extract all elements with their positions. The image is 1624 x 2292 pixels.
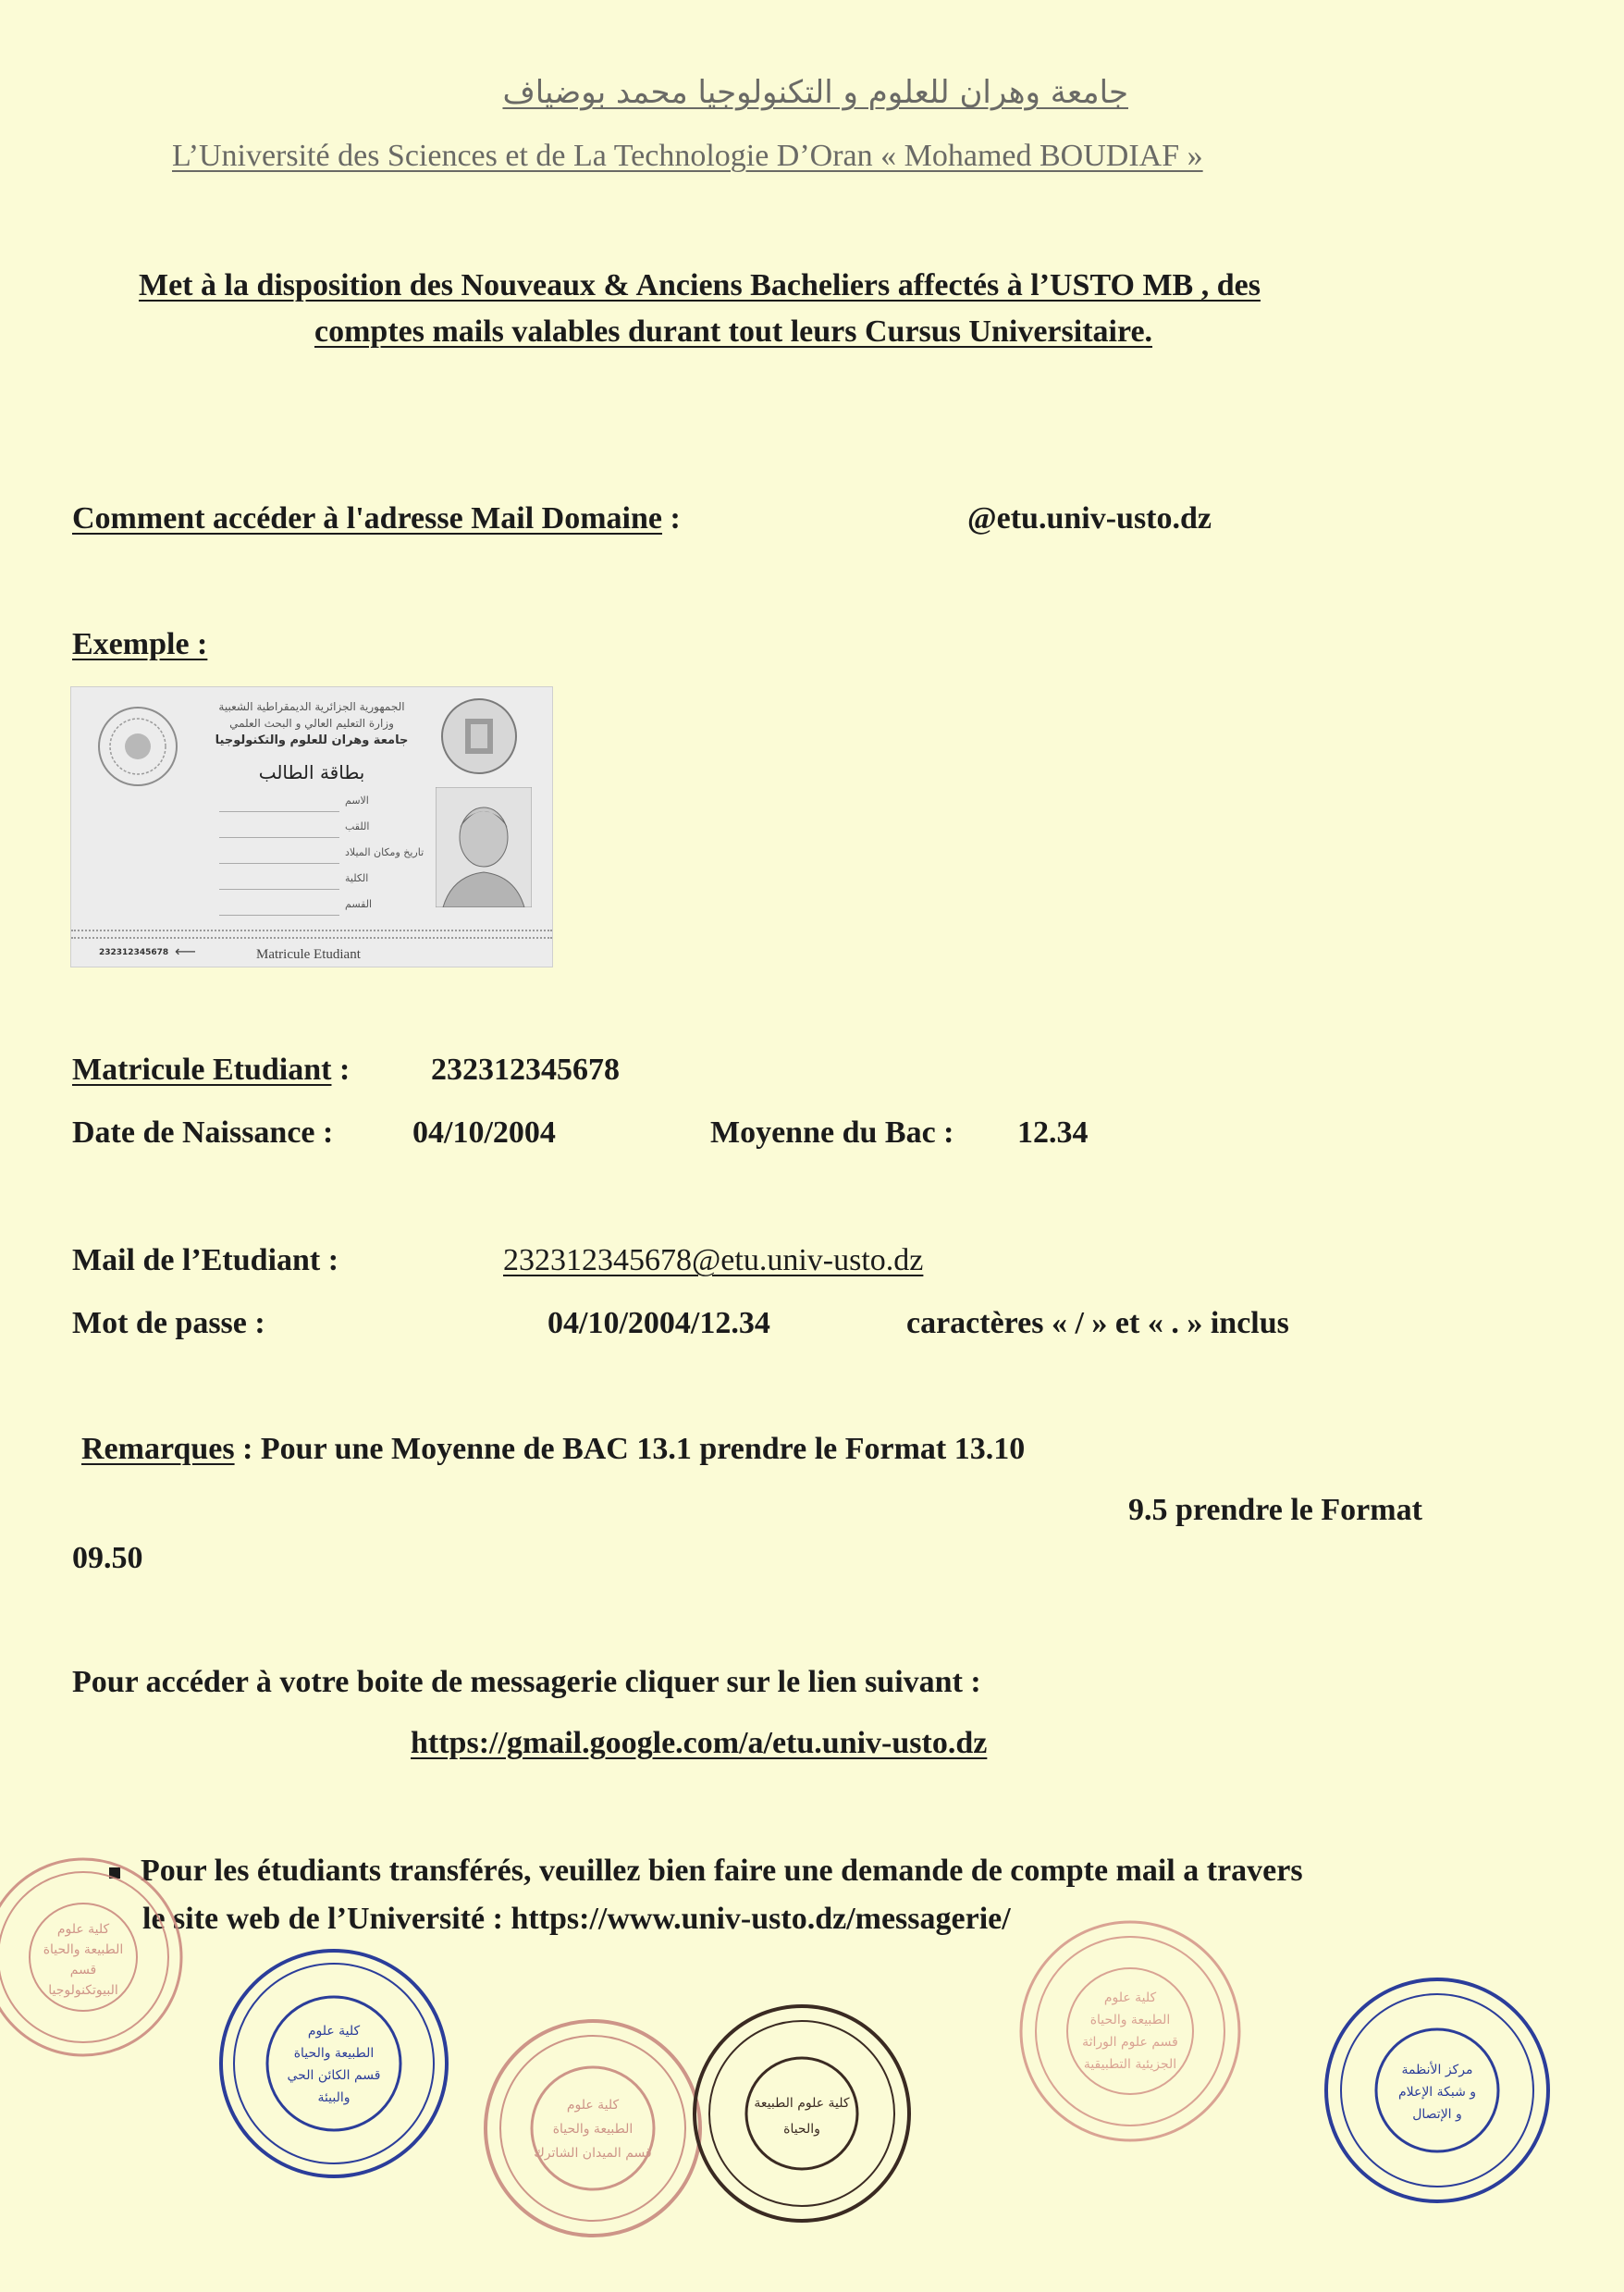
svg-text:الطبيعة والحياة: الطبيعة والحياة [43, 1942, 124, 1957]
svg-text:كلية علوم: كلية علوم [566, 2098, 620, 2113]
arabic-university-title: جامعة وهران للعلوم و التكنولوجيا محمد بوضياف [502, 74, 1128, 111]
card-header-arabic-3: جامعة وهران للعلوم والتكنولوجيا [215, 733, 409, 747]
student-mail-label: Mail de l’Etudiant : [72, 1243, 339, 1277]
card-field-label-5: القسم [345, 898, 373, 910]
mail-domain: @etu.univ-usto.dz [967, 501, 1212, 536]
remarks-label: Remarques [81, 1432, 235, 1466]
intro-line-2: comptes mails valables durant tout leurs Cursus Universitaire. [314, 314, 1153, 349]
stamp-brown-center [686, 1998, 917, 2229]
transfer-note-line-1: Pour les étudiants transférés, veuillez bien faire une demande de compte mail a travers [109, 1854, 1303, 1889]
svg-text:كلية علوم: كلية علوم [56, 1922, 110, 1937]
student-mail-value: 232312345678@etu.univ-usto.dz [503, 1243, 924, 1277]
password-note: caractères « / » et « . » inclus [906, 1306, 1289, 1340]
access-label: Comment accéder à l'adresse Mail Domaine [72, 501, 662, 536]
card-title: بطاقة الطالب [258, 761, 365, 783]
stamp-red-right [1010, 1911, 1250, 2151]
card-field-label-2: اللقب [345, 820, 370, 832]
remarks-line-1: Remarques : Pour une Moyenne de BAC 13.1 prendre le Format 13.10 [81, 1432, 1026, 1466]
svg-text:الطبيعة والحياة: الطبيعة والحياة [293, 2046, 375, 2061]
svg-text:قسم: قسم [69, 1963, 97, 1978]
svg-text:الطبيعة والحياة: الطبيعة والحياة [552, 2122, 634, 2137]
student-photo [436, 787, 532, 907]
usto-logo-icon [437, 695, 521, 778]
svg-text:قسم علوم الوراثة: قسم علوم الوراثة [1082, 2035, 1178, 2050]
birth-date-label: Date de Naissance : [72, 1115, 334, 1150]
svg-text:كلية علوم: كلية علوم [1103, 1990, 1157, 2005]
stamp-red-center [477, 2013, 708, 2244]
remarks-line-2: 9.5 prendre le Format [1128, 1493, 1422, 1527]
example-label: Exemple : [72, 627, 208, 661]
card-matricule-number: 232312345678 [99, 948, 169, 957]
svg-text:والبيئة: والبيئة [317, 2090, 351, 2105]
card-header-arabic-1: الجمهورية الجزائرية الديمقراطية الشعبية [218, 700, 405, 713]
gmail-link[interactable]: https://gmail.google.com/a/etu.univ-usto.dz [411, 1726, 988, 1760]
remarks-line-3: 09.50 [72, 1541, 143, 1575]
arrow-left-icon: ⟵ [175, 943, 196, 960]
password-label: Mot de passe : [72, 1306, 265, 1340]
svg-text:كلية علوم: كلية علوم [307, 2024, 361, 2039]
svg-text:والحياة: والحياة [783, 2122, 820, 2137]
card-field-label-1: الاسم [345, 795, 369, 807]
access-heading: Comment accéder à l'adresse Mail Domaine : [72, 501, 681, 536]
stamp-blue-left [209, 1939, 459, 2188]
svg-text:مركز الأنظمة: مركز الأنظمة [1401, 2063, 1473, 2077]
matricule-label: Matricule Etudiant [72, 1053, 332, 1087]
university-emblem-icon [95, 704, 180, 789]
svg-text:و شبكة الإعلام: و شبكة الإعلام [1397, 2085, 1477, 2100]
transfer-note-line-2: le site web de l’Université : https://www.univ-usto.dz/messagerie/ [142, 1902, 1011, 1936]
card-field-label-4: الكلية [345, 872, 369, 884]
student-id-card-image [70, 686, 553, 967]
svg-text:كلية علوم الطبيعة: كلية علوم الطبيعة [754, 2096, 850, 2111]
card-matricule-caption: Matricule Etudiant [256, 947, 361, 962]
card-header-arabic-2: وزارة التعليم العالي و البحث العلمي [229, 717, 394, 730]
svg-text:الجزيئية التطبيقية: الجزيئية التطبيقية [1083, 2057, 1177, 2072]
birth-date-value: 04/10/2004 [412, 1115, 556, 1150]
matricule-row: Matricule Etudiant : [72, 1053, 351, 1087]
matricule-value: 232312345678 [431, 1053, 620, 1087]
messaging-instruction: Pour accéder à votre boite de messagerie cliquer sur le lien suivant : [72, 1665, 981, 1699]
intro-line-1: Met à la disposition des Nouveaux & Anciens Bacheliers affectés à l’USTO MB , des [139, 268, 1261, 302]
card-field-label-3: تاريخ ومكان الميلاد [345, 846, 424, 858]
svg-text:البيوتكنولوجيا: البيوتكنولوجيا [48, 1983, 118, 1998]
bac-average-value: 12.34 [1017, 1115, 1089, 1150]
svg-text:الطبيعة والحياة: الطبيعة والحياة [1089, 2013, 1171, 2027]
svg-text:و الإتصال: و الإتصال [1412, 2107, 1462, 2122]
password-value: 04/10/2004/12.34 [547, 1306, 770, 1340]
svg-text:قسم الكائن الحي: قسم الكائن الحي [287, 2068, 381, 2083]
bac-average-label: Moyenne du Bac : [710, 1115, 954, 1150]
svg-text:قسم الميدان الشاترك: قسم الميدان الشاترك [534, 2146, 652, 2161]
stamp-blue-right [1317, 1970, 1557, 2211]
french-university-title: L’Université des Sciences et de La Technologie D’Oran « Mohamed BOUDIAF » [172, 139, 1203, 173]
stamp-faculty-red-left [0, 1837, 185, 2077]
